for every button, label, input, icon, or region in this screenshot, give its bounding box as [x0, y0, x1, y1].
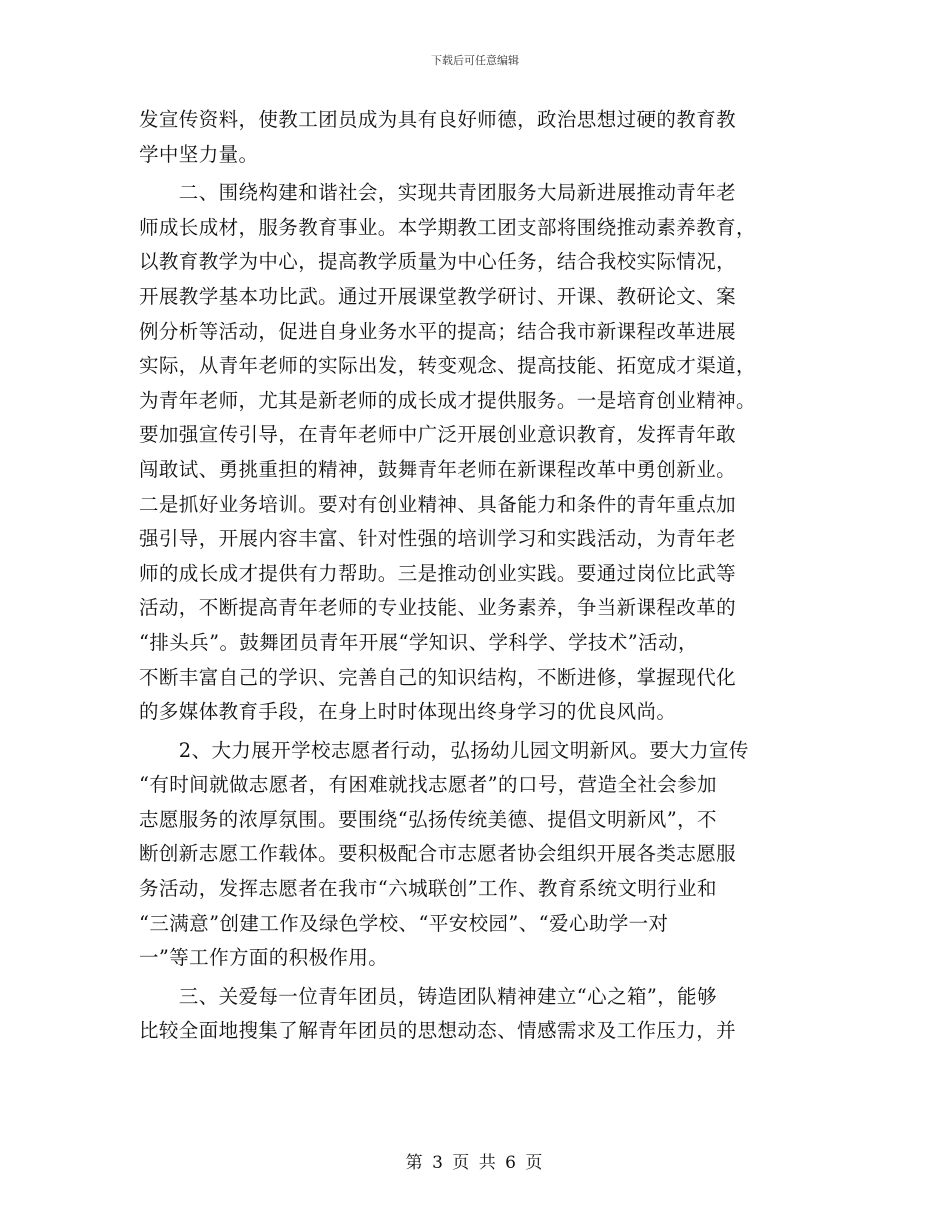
page-header: 下载后可任意编辑 — [431, 54, 519, 67]
text-line: 强引导，开展内容丰富、针对性强的培训学习和实践活动，为青年老 — [139, 527, 737, 551]
text-line: 二是抓好业务培训。要对有创业精神、具备能力和条件的青年重点加 — [139, 492, 737, 516]
text-line: 2、大力展开学校志愿者行动，弘扬幼儿园文明新风。要大力宣传 — [139, 738, 749, 762]
document-body — [139, 103, 829, 1049]
text-line: 不断丰富自己的学识、完善自己的知识结构，不断进修，掌握现代化 — [139, 665, 737, 689]
text-line: “排头兵”。鼓舞团员青年开展“学知识、学科学、学技术”活动， — [139, 630, 698, 654]
text-line: 务活动，发挥志愿者在我市“六城联创”工作、教育系统文明行业和 — [139, 877, 717, 901]
text-line: 师的成长成才提供有力帮助。三是推动创业实践。要通过岗位比武等 — [139, 561, 737, 585]
text-line: 闯敢试、勇挑重担的精神，鼓舞青年老师在新课程改革中勇创新业。 — [139, 457, 737, 481]
paragraph — [139, 103, 829, 172]
text-line: “有时间就做志愿者，有困难就找志愿者”的口号，营造全社会参加 — [139, 773, 717, 797]
text-line: 比较全面地搜集了解青年团员的思想动态、情感需求及工作压力，并 — [139, 1019, 737, 1043]
text-line: 例分析等活动，促进自身业务水平的提高；结合我市新课程改革进展 — [139, 319, 737, 343]
text-line: 的多媒体教育手段，在身上时时体现出终身学习的优良风尚。 — [139, 700, 677, 724]
text-line: 要加强宣传引导，在青年老师中广泛开展创业意识教育，发挥青年敢 — [139, 423, 737, 447]
text-line: 为青年老师，尤其是新老师的成长成才提供服务。一是培育创业精神。 — [139, 388, 756, 412]
text-line: 三、关爱每一位青年团员，铸造团队精神建立“心之箱”，能够 — [139, 984, 717, 1008]
text-line: 活动，不断提高青年老师的专业技能、业务素养，争当新课程改革的 — [139, 596, 737, 620]
paragraph — [139, 176, 829, 730]
text-line: 发宣传资料，使教工团员成为具有良好师德，政治思想过硬的教育教 — [139, 108, 737, 131]
text-line: 一”等工作方面的积极作用。 — [139, 946, 389, 970]
text-line: 实际，从青年老师的实际出发，转变观念、提高技能、拓宽成才渠道， — [139, 354, 756, 378]
text-line: 志愿服务的浓厚氛围。要围绕“弘扬传统美德、提倡文明新风”，不 — [139, 807, 717, 831]
text-line: 开展教学基本功比武。通过开展课堂教学研讨、开课、教研论文、案 — [139, 284, 737, 308]
paragraph — [139, 734, 829, 976]
text-line: 学中坚力量。 — [139, 142, 259, 166]
text-line: 以教育教学为中心，提高教学质量为中心任务，结合我校实际情况， — [139, 250, 737, 274]
text-line: 二、围绕构建和谐社会，实现共青团服务大局新进展推动青年老 — [139, 181, 737, 205]
text-line: 断创新志愿工作载体。要积极配合市志愿者协会组织开展各类志愿服 — [139, 842, 737, 866]
text-line: “三满意”创建工作及绿色学校、“平安校园”、“爱心助学一对 — [139, 911, 669, 935]
page-footer: 第 3 页 共 6 页 — [405, 1153, 545, 1173]
paragraph — [139, 980, 829, 1049]
text-line: 师成长成材，服务教育事业。本学期教工团支部将围绕推动素养教育， — [139, 215, 756, 239]
